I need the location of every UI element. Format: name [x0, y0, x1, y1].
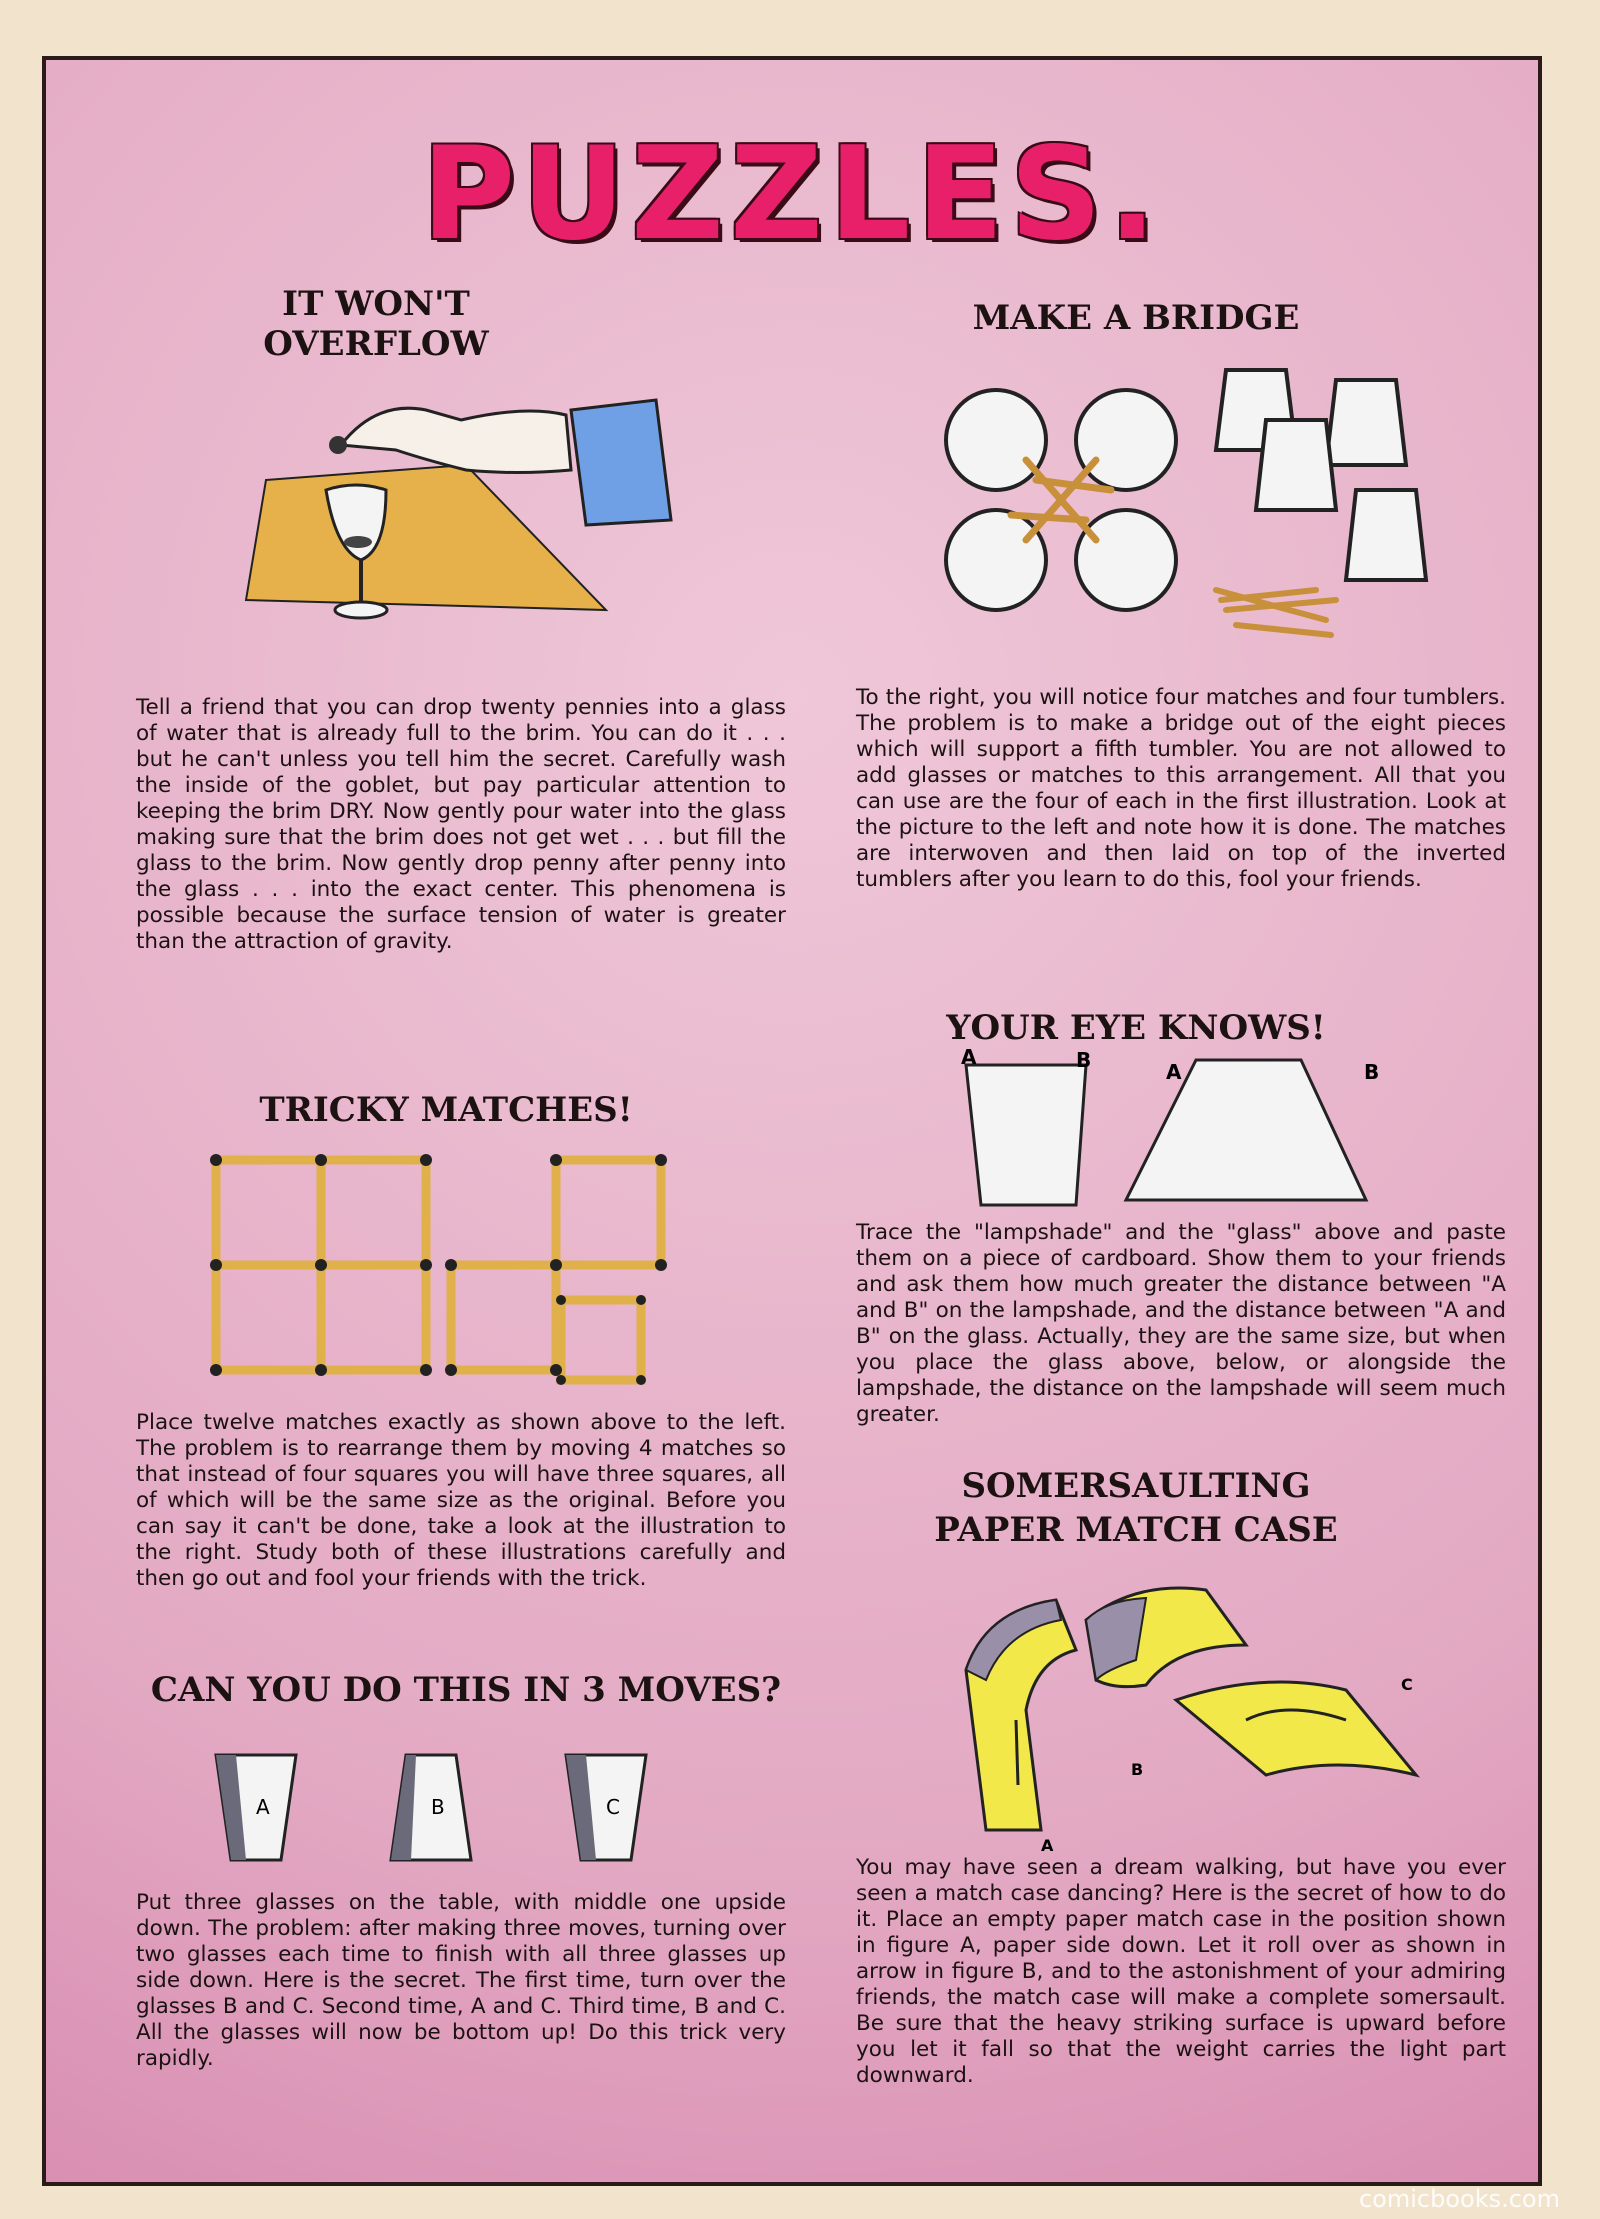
somersault-text: You may have seen a dream walking, but have you ever seen a match case dancing? Here is the secret of how to do it. Place an empty paper match case in the position shown in figure A, paper side down. Let it roll over as shown in arrow in figure B, and to the astonishment of your admiring friends, the match case will make a complete somersault. Be sure that the heavy striking surface is upward before you let it fall so that the weight carries the light part downward.: [856, 1855, 1506, 2088]
glass-label-b: B: [431, 1795, 445, 1819]
eye-text: Trace the "lampshade" and the "glass" above and paste them on a piece of cardboard. Show them to your friends and ask them how much greater the distance between "A and B" on the lampshade, and the distance between "A and B" on the glass. Actually, they are the same size, but when you place the glass above, below, or alongside the lampshade, the distance on the lampshade will seem much greater.: [856, 1220, 1506, 1427]
overflow-heading: IT WON'T OVERFLOW: [263, 284, 489, 364]
page-title: PUZZLES.: [421, 120, 1163, 269]
fig-label-c: C: [1401, 1675, 1413, 1694]
bridge-text: To the right, you will notice four matches and four tumblers. The problem is to make a bridge out of the eight pieces which will support a fifth tumbler. You are not allowed to add glasses or matches to this arrangement. All that you can use are the four of each in the first illustration. Look at the picture to the left and note how it is done. The matches are interwoven and then laid on top of the inverted tumblers after you learn to do this, fool your friends.: [856, 685, 1506, 892]
eye-heading: YOUR EYE KNOWS!: [946, 1008, 1326, 1048]
moves-heading: CAN YOU DO THIS IN 3 MOVES?: [150, 1670, 782, 1710]
goblet-illustration: [226, 350, 646, 670]
glass-label-a: A: [256, 1795, 270, 1819]
eye-label-a1: A: [961, 1045, 977, 1069]
fig-label-b: B: [1131, 1760, 1144, 1779]
moves-text: Put three glasses on the table, with middle one upside down. The problem: after making three moves, turning over two glasses each time to finish with all three glasses up side down. Here is the secret. The first time, turn over the glasses B and C. Second time, A and C. Third time, B and C. All the glasses will now be bottom up! Do this trick very rapidly.: [136, 1890, 786, 2071]
eye-label-b1: B: [1076, 1048, 1092, 1072]
fig-label-a: A: [1041, 1836, 1054, 1855]
match-case-illustration: [946, 1560, 1486, 1850]
eye-label-a2: A: [1166, 1060, 1182, 1084]
tricky-matches-illustration: [206, 1150, 726, 1410]
eye-label-b2: B: [1364, 1060, 1380, 1084]
tricky-text: Place twelve matches exactly as shown above to the left. The problem is to rearrange them by moving 4 matches so that instead of four squares you will have three squares, all of which will be the same size as the original. Before you can say it can't be done, take a look at the illustration to the right. Study both of these illustrations carefully and then go out and fool your friends with the trick.: [136, 1410, 786, 1591]
puzzle-page: [42, 56, 1542, 2186]
glass-label-c: C: [606, 1795, 620, 1819]
somersault-heading-line2: PAPER MATCH CASE: [934, 1510, 1338, 1550]
lampshade-glass-illustration: [946, 1045, 1466, 1225]
overflow-text: Tell a friend that you can drop twenty pennies into a glass of water that is already full to the brim. You can do it . . . but he can't unless you tell him the secret. Carefully wash the inside of the goblet, but pay particular attention to keeping the brim DRY. Now gently pour water into the glass making sure that the brim does not get wet . . . but fill the glass to the brim. Now gently drop penny after penny into the glass . . . into the exact center. This phenomena is possible because the surface tension of water is greater than the attraction of gravity.: [136, 695, 786, 954]
site-footer: comicbooks.com: [1358, 2185, 1560, 2213]
bridge-heading: MAKE A BRIDGE: [972, 298, 1300, 338]
tricky-heading: TRICKY MATCHES!: [259, 1090, 633, 1130]
bridge-illustration: [936, 350, 1496, 670]
somersault-heading-line1: SOMERSAULTING: [961, 1466, 1311, 1506]
